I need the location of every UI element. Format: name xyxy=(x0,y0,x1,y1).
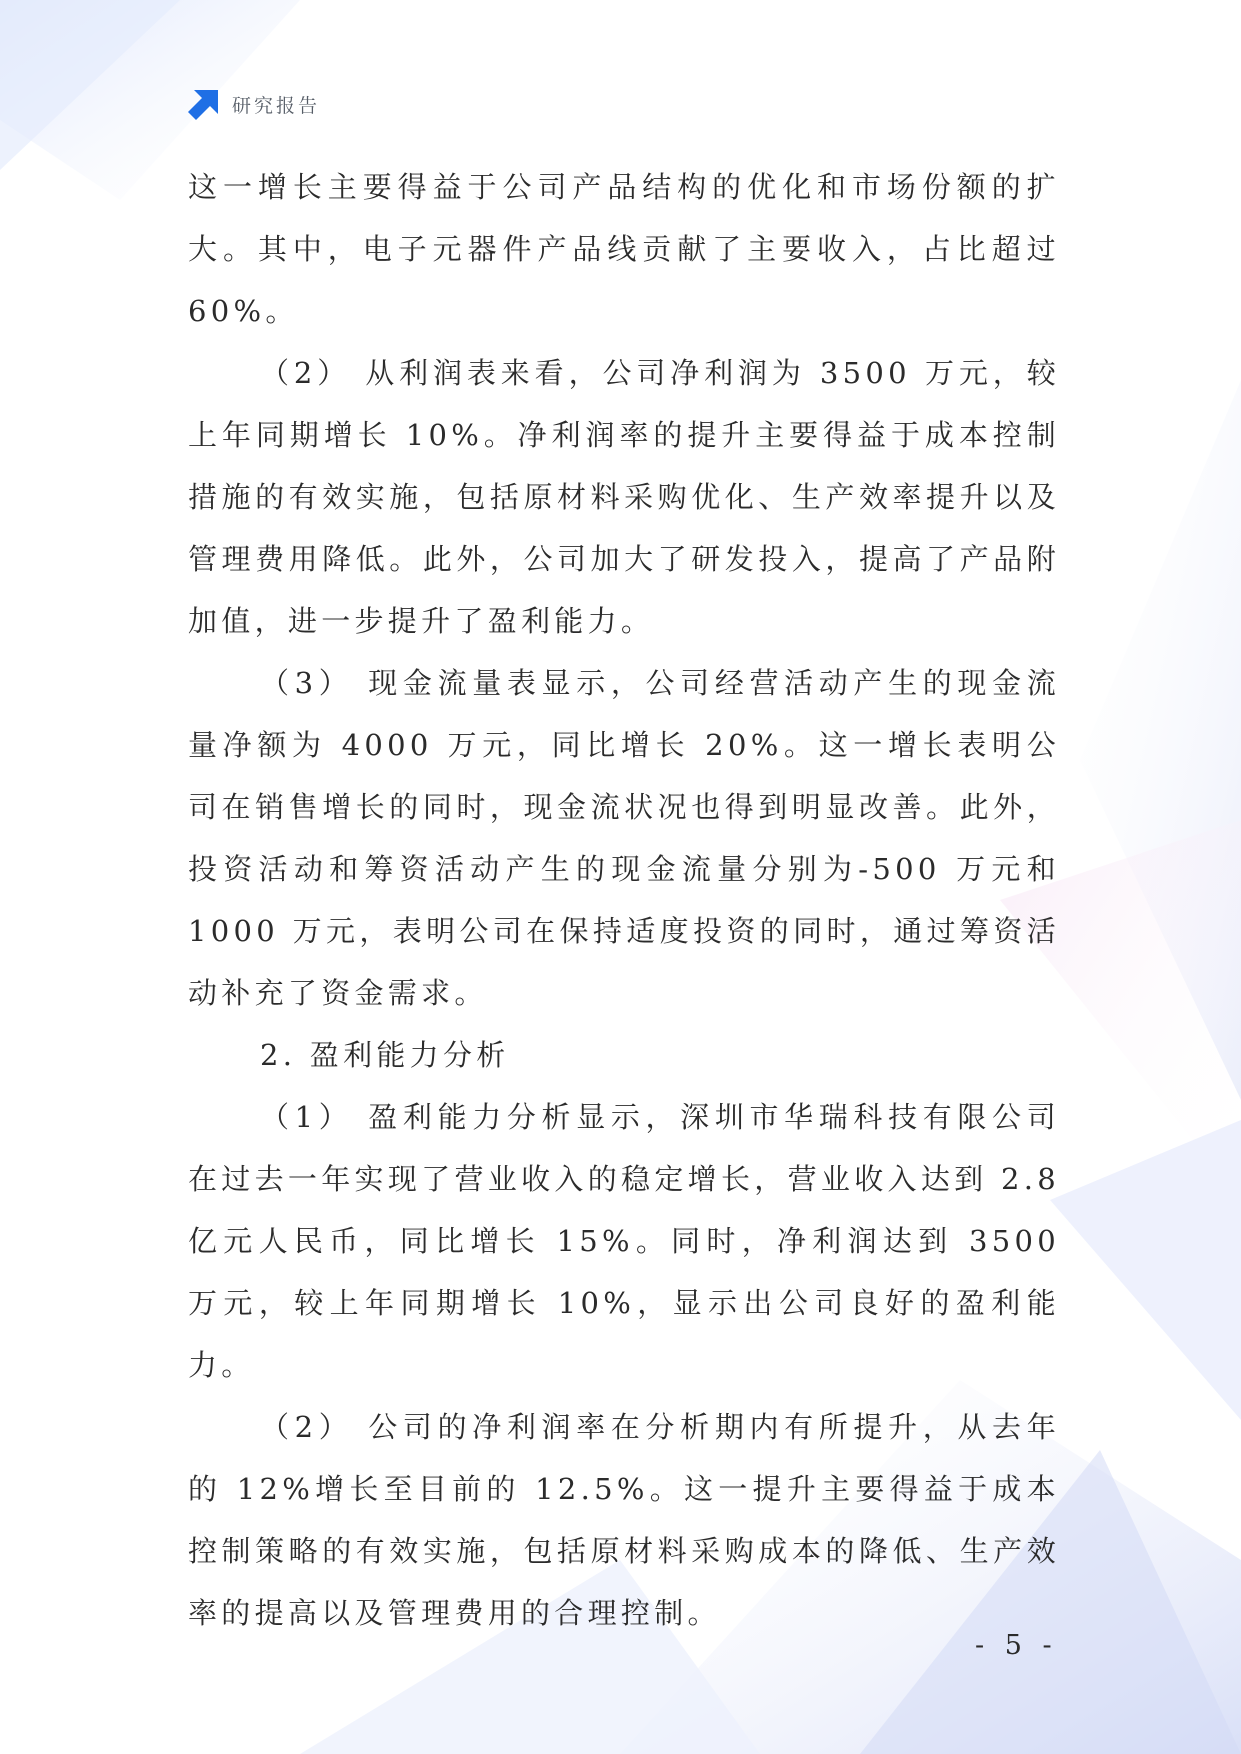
arrow-up-right-logo-icon xyxy=(188,88,220,120)
page-number: - 5 - xyxy=(975,1630,1058,1661)
paragraph-1: 这一增长主要得益于公司产品结构的优化和市场份额的扩大。其中，电子元器件产品线贡献了主要收入，占比超过60%。 xyxy=(188,170,1060,328)
document-body xyxy=(188,156,1060,1644)
section-heading: 2. 盈利能力分析 xyxy=(260,1038,510,1072)
paragraph-3: （3） 现金流量表显示，公司经营活动产生的现金流量净额为 4000 万元，同比增长 20%。这一增长表明公司在销售增长的同时，现金流状况也得到明显改善。此外，投资活动和筹资活动产生的现金流量分别为-500 万元和 1000 万元，表明公司在保持适度投资的同时，通过筹资活动补充了资金需求。 xyxy=(188,666,1060,1010)
report-header xyxy=(188,88,320,120)
paragraph-4: （1） 盈利能力分析显示，深圳市华瑞科技有限公司在过去一年实现了营业收入的稳定增长，营业收入达到 2.8 亿元人民币，同比增长 15%。同时，净利润达到 3500 万元，较上年同期增长 10%，显示出公司良好的盈利能力。 xyxy=(188,1100,1060,1382)
paragraph-2: （2） 从利润表来看，公司净利润为 3500 万元，较上年同期增长 10%。净利润率的提升主要得益于成本控制措施的有效实施，包括原材料采购优化、生产效率提升以及管理费用降低。此外，公司加大了研发投入，提高了产品附加值，进一步提升了盈利能力。 xyxy=(188,356,1060,638)
paragraph-5: （2） 公司的净利润率在分析期内有所提升，从去年的 12%增长至目前的 12.5%。这一提升主要得益于成本控制策略的有效实施，包括原材料采购成本的降低、生产效率的提高以及管理费用的合理控制。 xyxy=(188,1410,1060,1630)
header-title: 研究报告 xyxy=(232,94,321,117)
